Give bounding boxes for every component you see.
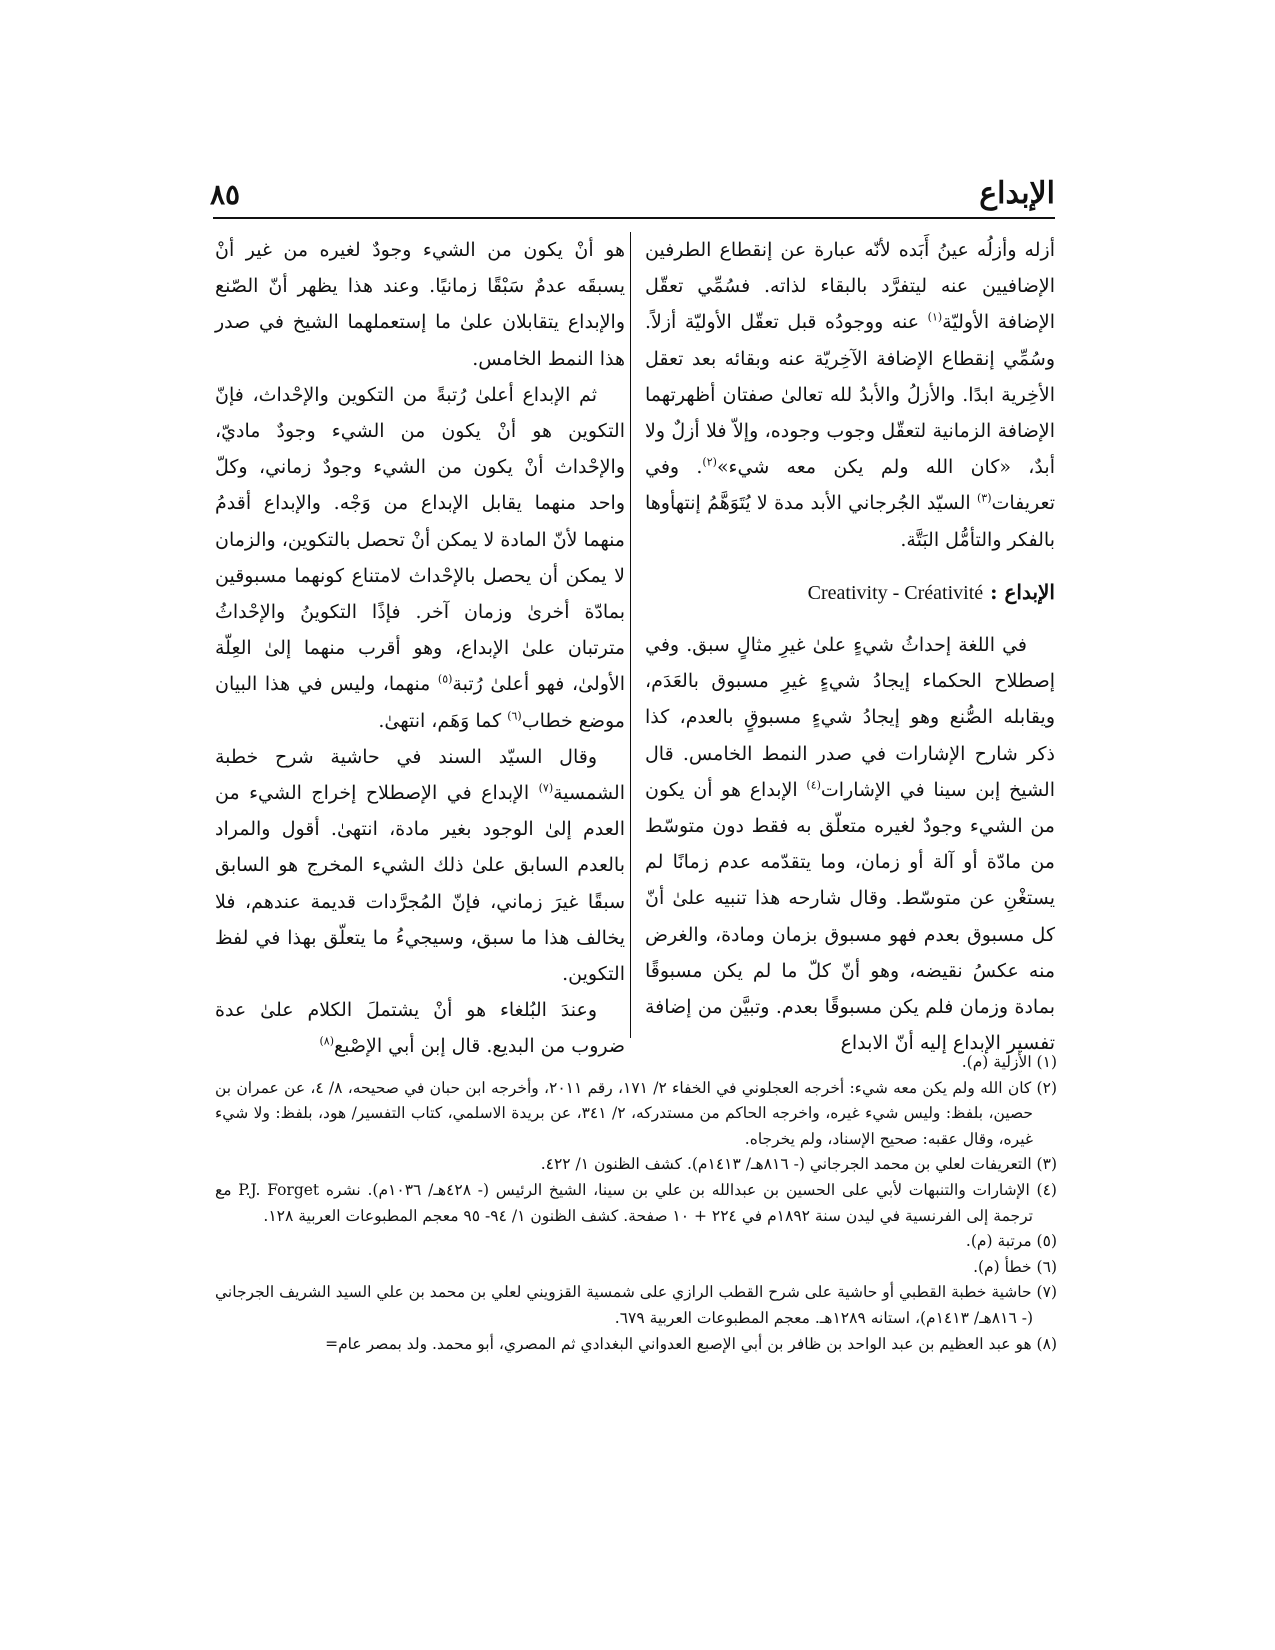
footnote-ref: (١) xyxy=(927,311,943,325)
text-run: وعندَ البُلغاء هو أنْ يشتملَ الكلام علىٰ عدة ضروب من البديع. قال إبن أبي الإصْبع xyxy=(215,999,625,1058)
footnotes xyxy=(215,1050,1057,1357)
text-run: الإبداع هو أن يكون من الشيء وجودٌ لغيره متعلّق به فقط دون متوسّط من مادّة أو آلة أو زمان، وما يتقدّمه عدم زمانًا لم يستغْنِ عن متوسّط. وقال شارحه هذا تنبيه علىٰ أنّ كل مسبوق بعدم فهو مسبوق بزمان ومادة، والغرض منه عكسُ نقيضه، وهو أنّ كلّ ما لم يكن مسبوقًا بمادة وزمان فلم يكن مسبوقًا بعدم. وتبيَّن من إضافة تفسير الإبداع إليه أنّ الابداع xyxy=(645,778,1055,1055)
footnote-ref: (٤) xyxy=(806,778,821,792)
footnote: (٤) الإشارات والتنبهات لأبي على الحسين بن عبدالله بن علي بن سينا، الشيخ الرئيس (- ٤٢٨هـ/ ١٠٣٦م). نشره P.J. Forget مع ترجمة إلى الفرنسية في ليدن سنة ١٨٩٢م في ٢٢٤ + ١٠ صفحة. كشف الظنون ١/ ٩٤- ٩٥ معجم المطبوعات العربية ١٢٨. xyxy=(215,1180,1057,1225)
text-run: وقال السيّد السند في حاشية شرح خطبة الشمسية xyxy=(215,745,625,805)
footnote-ref: (٨) xyxy=(319,1035,335,1049)
header-rule xyxy=(213,217,1055,219)
footnote: (٣) التعريفات لعلي بن محمد الجرجاني (- ٨١٦هـ/ ١٤١٣م). كشف الظنون ١/ ٤٢٢. xyxy=(540,1155,1057,1174)
paragraph xyxy=(215,739,625,992)
entry-heading xyxy=(645,574,1055,611)
running-title: الإبداع xyxy=(979,176,1055,211)
paragraph xyxy=(645,627,1055,1061)
page-header xyxy=(210,176,1055,216)
text-run: ثم الإبداع أعلىٰ رُتبةً من التكوين والإحْداث، فإنّ التكوين هو أنْ يكون من الشيء وجودٌ ماديّ، والإحْداث أنْ يكون من الشيء وجودٌ زماني، وكلّ واحد منهما يقابل الإبداع من وَجْه. والإبداع أقدمُ منهما لأنّ المادة لا يمكن أنْ تحصل بالتكوين، والزمان لا يمكن أن يحصل بالإحْداث لامتناع كونهما مسبوقين بمادّة أخرىٰ وزمان آخر. فإذًا التكوينُ والإحْداثُ مترتبان علىٰ الإبداع، وهو أقرب منهما إلىٰ العِلّة الأولىٰ، فهو أعلىٰ رُتبة xyxy=(215,383,626,696)
paragraph xyxy=(645,232,1055,558)
text-run: في اللغة إحداثُ شيءٍ علىٰ غيرِ مثالٍ سبق. وفي إصطلاح الحكماء إيجادُ شيءٍ غيرِ مسبوق بالعَدَم، ويقابله الصُّنع وهو إيجادُ شيءٍ مسبوقٍ بالعدم، كذا ذكر شارح الإشارات في صدر النمط الخامس. قال الشيخ إبن سينا في الإشارات xyxy=(645,634,1056,801)
footnote-ref: (٣) xyxy=(976,492,992,506)
text-run: أزله وأزلُه عينُ أَبَده لأنّه عبارة عن إنقطاع الطرفين الإضافيين عنه ليتفرَّد بالبقاء لذاته. فسُمِّي تعقّل الإضافة الأوليّة xyxy=(645,239,1055,334)
footnote: (٢) كان الله ولم يكن معه شيء: أخرجه العجلوني في الخفاء ٢/ ١٧١، رقم ٢٠١١، وأخرجه ابن حبان في صحيحه، ٨/ ٤، عن عمران بن حصين، بلفظ: وليس شيء غيره، واخرجه الحاكم من مستدركه، ٢/ ٣٤١، عن بريدة الاسلمي، كتاب التفسير/ هود، بلفظ: ولا شيء غيره، وقال عقبه: صحيح الإسناد، ولم يخرجاه. xyxy=(215,1078,1057,1148)
entry-heading-arabic: الإبداع : xyxy=(990,579,1055,604)
column-separator xyxy=(630,232,631,1038)
text-run: عنه ووجودُه قبل تعقّل الأوليّة أزلاً. وسُمِّي إنقطاع الإضافة الآخِريّة عنه وبقائه بعد تعقل الأخِرية ابدًا. والأزلُ والأبدُ لله تعالىٰ صفتان أظهرتهما الإضافة الزمانية لتعقّل وجوب وجوده، وإلاّ فلا أزلٌ ولا أبدٌ، «كان الله ولم يكن معه شيء» xyxy=(645,311,1055,479)
text-run: السيّد الجُرجاني الأبد مدة لا يُتَوَهَّمُ إنتهأوها بالفكر والتأمُّل البَتَّة. xyxy=(645,492,1055,551)
footnote-ref: (٥) xyxy=(437,673,453,687)
footnote-ref: (٧) xyxy=(538,781,554,795)
text-run: منهما، وليس في هذا البيان موضع خطاب xyxy=(215,673,625,732)
left-column xyxy=(215,232,625,1065)
footnote-ref: (٢) xyxy=(702,455,717,469)
paragraph xyxy=(215,377,625,739)
footnote: (١) الأزلية (م). xyxy=(961,1053,1057,1071)
text-run: هو أنْ يكون من الشيء وجودٌ لغيره من غير أنْ يسبقَه عدمٌ سَبْقًا زمانيًا. وعند هذا يظهر أنّ الصّنع والإبداع يتقابلان علىٰ ما إستعملهما الشيخ في صدر هذا النمط الخامس. xyxy=(215,239,625,370)
footnote: (٦) خطأ (م). xyxy=(973,1257,1057,1276)
text-run: الإبداع في الإصطلاح إخراج الشيء من العدم إلىٰ الوجود بغير مادة، انتهىٰ. أقول والمراد بالعدم السابق علىٰ ذلك الشيء المخرج هو السابق سبقًا غيرَ زماني، فإنّ المُجرَّدات قديمة عندهم، فلا يخالف هذا ما سبق، وسيجيءُ ما يتعلّق بهذا في لفظ التكوين. xyxy=(215,782,625,986)
text-run: كما وَهَم، انتهىٰ. xyxy=(378,709,502,732)
page-number: ٨٥ xyxy=(210,178,241,211)
footnote: (٥) مرتبة (م). xyxy=(965,1232,1057,1251)
footnote-ref: (٦) xyxy=(507,709,522,723)
paragraph xyxy=(215,232,625,377)
text-run: . وفي تعريفات xyxy=(645,456,1055,515)
right-column xyxy=(645,232,1055,1061)
footnote: (٨) هو عبد العظيم بن عبد الواحد بن ظافر بن أبي الإصبع العدواني البغدادي ثم المصري، أبو محمد. ولد بمصر عام= xyxy=(325,1334,1057,1353)
footnote: (٧) حاشية خطبة القطبي أو حاشية على شرح القطب الرازي على شمسية القزويني لعلي بن محمد بن علي السيد الشريف الجرجاني (- ٨١٦هـ/ ١٤١٣م)، استانه ١٢٨٩هـ. معجم المطبوعات العربية ٦٧٩. xyxy=(215,1283,1057,1327)
entry-heading-latin: Creativity - Créativité xyxy=(807,581,984,604)
